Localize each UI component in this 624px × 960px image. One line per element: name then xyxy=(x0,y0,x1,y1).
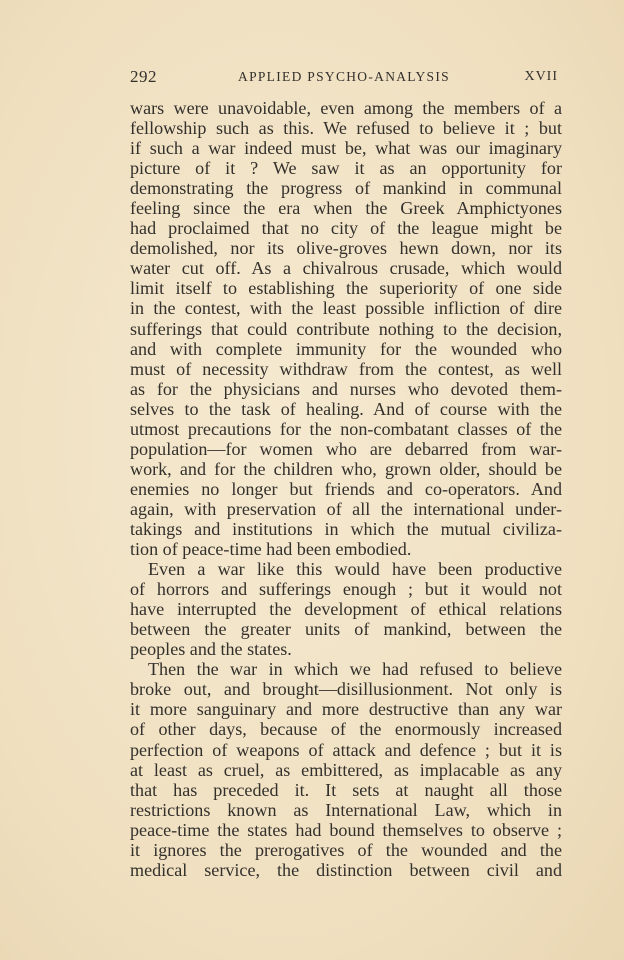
text-line: wars were unavoidable, even among the members of a xyxy=(130,98,562,118)
text-line: peoples and the states. xyxy=(130,639,292,660)
text-line: Then the war in which we had refused to believe xyxy=(148,659,562,680)
text-line: fellowship such as this. We refused to believe it ; but xyxy=(130,118,562,139)
text-line: peace-time the states had bound themselves to observe ; xyxy=(130,819,562,840)
body-text xyxy=(130,98,562,880)
text-line: that has preceded it. It sets at naught all those xyxy=(130,779,562,800)
text-line: work, and for the children who, grown older, should be xyxy=(130,458,562,479)
text-line: utmost precautions for the non-combatant classes of the xyxy=(130,418,562,439)
text-line: feeling since the era when the Greek Amphictyones xyxy=(130,198,562,219)
text-line: takings and institutions in which the mutual civiliza- xyxy=(130,518,562,539)
text-line: as for the physicians and nurses who devoted them- xyxy=(130,378,562,399)
text-line: selves to the task of healing. And of course with the xyxy=(130,398,562,419)
text-line: of horrors and sufferings enough ; but it would not xyxy=(130,579,562,600)
text-line: population—for women who are debarred from war- xyxy=(130,438,562,459)
text-line: Even a war like this would have been productive xyxy=(148,559,562,580)
text-line: must of necessity withdraw from the contest, as well xyxy=(130,358,562,379)
text-line: in the contest, with the least possible infliction of dire xyxy=(130,298,562,319)
text-line: demonstrating the progress of mankind in communal xyxy=(130,178,562,199)
running-title: APPLIED PSYCHO-ANALYSIS xyxy=(238,69,450,84)
text-line: limit itself to establishing the superiority of one side xyxy=(130,278,562,299)
text-line: sufferings that could contribute nothing to the decision, xyxy=(130,318,562,339)
text-line: it more sanguinary and more destructive than any war xyxy=(130,699,562,720)
text-line: tion of peace-time had been embodied. xyxy=(130,539,412,560)
text-line: water cut off. As a chivalrous crusade, which would xyxy=(130,258,562,279)
text-line: have interrupted the development of ethical relations xyxy=(130,599,562,620)
text-line: between the greater units of mankind, between the xyxy=(130,619,562,640)
text-line: medical service, the distinction between civil and xyxy=(130,859,562,880)
chapter-numeral: XVII xyxy=(524,69,558,84)
text-line: picture of it ? We saw it as an opportunity for xyxy=(130,158,562,179)
text-line: of other days, because of the enormously increased xyxy=(130,719,562,740)
text-line: demolished, nor its olive-groves hewn down, nor its xyxy=(130,238,562,259)
text-line: perfection of weapons of attack and defence ; but it is xyxy=(130,739,562,760)
text-line: and with complete immunity for the wounded who xyxy=(130,338,562,359)
text-line: at least as cruel, as embittered, as implacable as any xyxy=(130,759,562,780)
text-line: if such a war indeed must be, what was our imaginary xyxy=(130,138,562,159)
page-number: 292 xyxy=(130,67,157,86)
running-header xyxy=(130,67,558,89)
text-line: had proclaimed that no city of the league might be xyxy=(130,218,562,239)
text-line: again, with preservation of all the international under- xyxy=(130,498,562,519)
text-line: enemies no longer but friends and co-operators. And xyxy=(130,478,562,499)
text-line: it ignores the prerogatives of the wounded and the xyxy=(130,839,562,860)
text-line: restrictions known as International Law, which in xyxy=(130,799,562,820)
text-line: broke out, and brought—disillusionment. Not only is xyxy=(130,679,562,700)
